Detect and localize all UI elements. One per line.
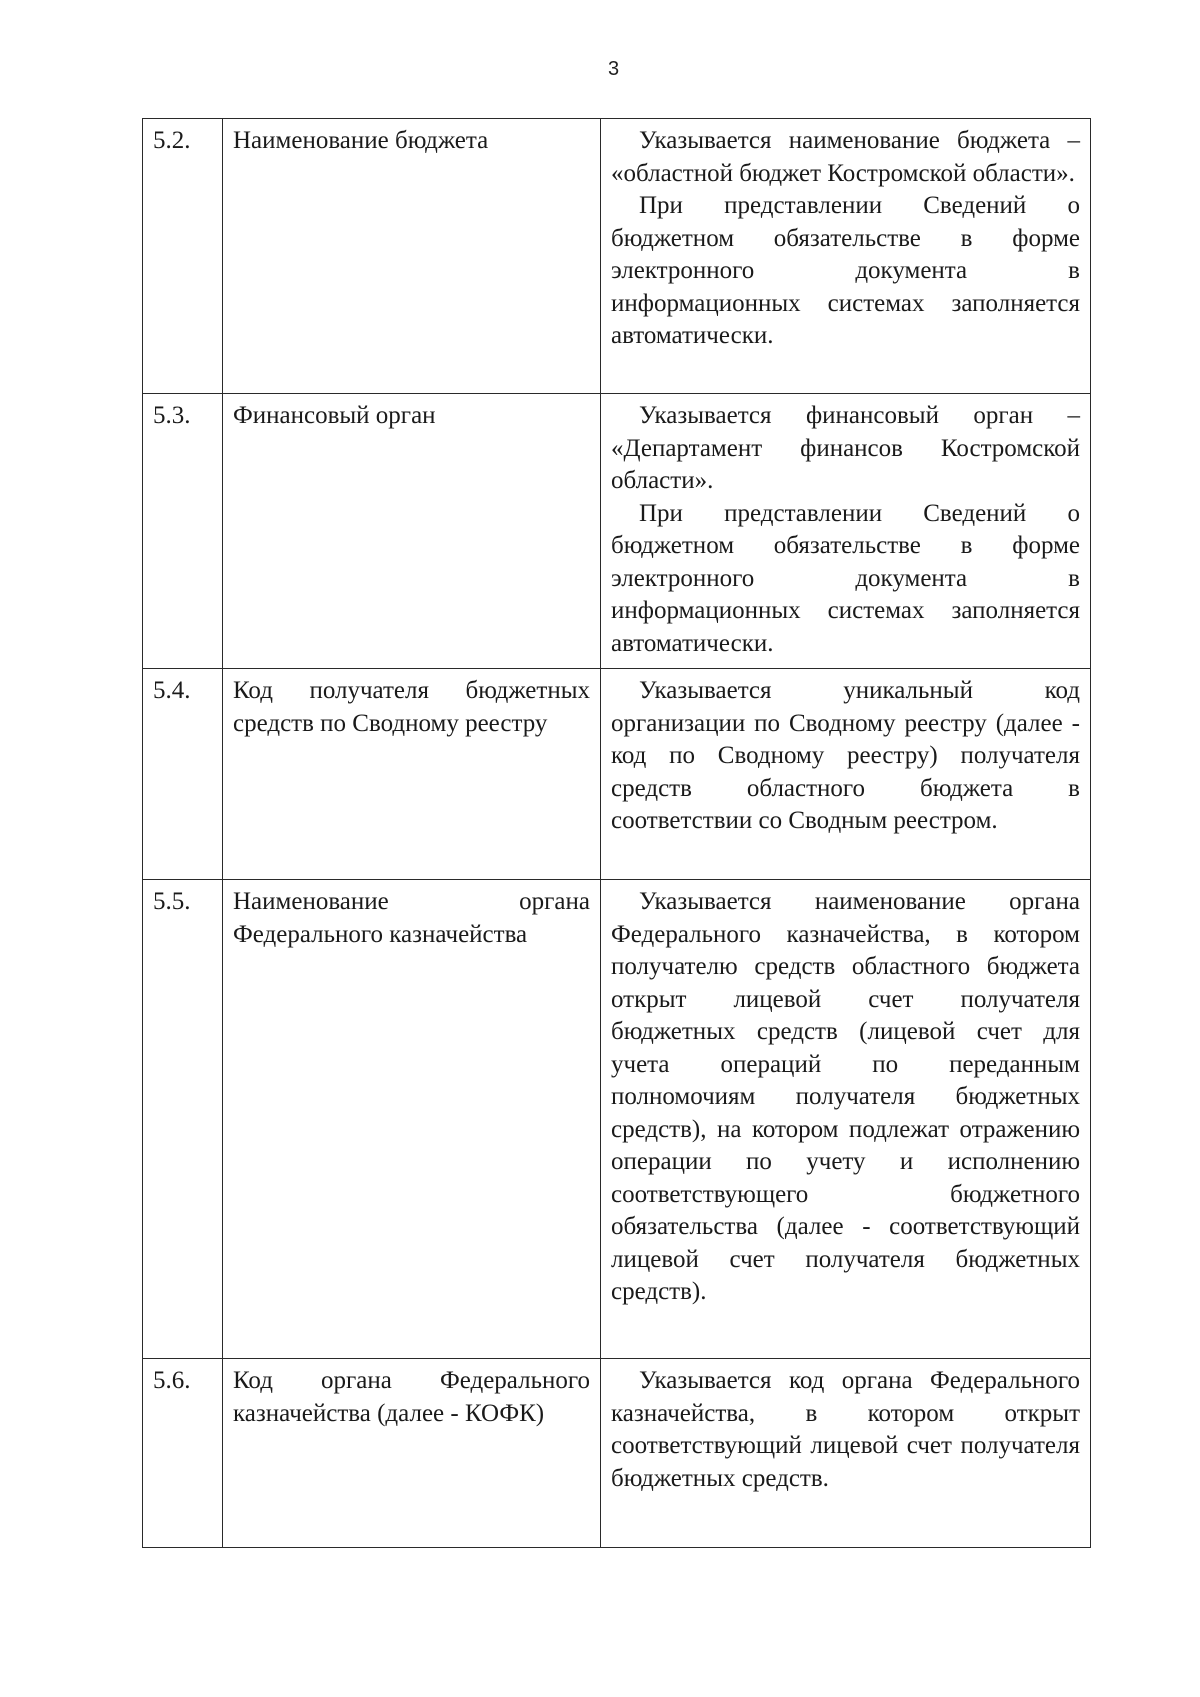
row-number: 5.4. — [143, 669, 223, 880]
field-name: Финансовый орган — [223, 394, 601, 669]
field-description — [601, 394, 1091, 669]
table-row — [143, 394, 1091, 669]
description-paragraph: При представлении Сведений о бюджетном обязательстве в форме электронного документа в информационных системах заполняется автоматически. — [611, 192, 1080, 349]
table-row — [143, 1359, 1091, 1548]
description-paragraph: Указывается наименование бюджета – «областной бюджет Костромской области». — [611, 127, 1080, 187]
requirements-table — [142, 118, 1091, 1548]
field-description — [601, 1359, 1091, 1548]
row-number: 5.3. — [143, 394, 223, 669]
field-description — [601, 669, 1091, 880]
row-number: 5.2. — [143, 119, 223, 394]
description-paragraph: Указывается финансовый орган – «Департамент финансов Костромской области». — [611, 402, 1080, 494]
row-number: 5.5. — [143, 880, 223, 1359]
table-row — [143, 119, 1091, 394]
table-row — [143, 669, 1091, 880]
field-name: Код получателя бюджетных средств по Сводному реестру — [223, 669, 601, 880]
field-name: Код органа Федерального казначейства (далее - КОФК) — [223, 1359, 601, 1548]
field-name: Наименование бюджета — [223, 119, 601, 394]
description-paragraph: При представлении Сведений о бюджетном обязательстве в форме электронного документа в информационных системах заполняется автоматически. — [611, 499, 1080, 657]
page-number: 3 — [608, 58, 620, 80]
description-paragraph: Указывается код органа Федерального казначейства, в котором открыт соответствующий лицевой счет получателя бюджетных средств. — [611, 1367, 1080, 1492]
field-name: Наименование органа Федерального казначейства — [223, 880, 601, 1359]
field-description — [601, 119, 1091, 394]
description-paragraph: Указывается уникальный код организации по Сводному реестру (далее - код по Сводному реестру) получателя средств областного бюджета в соответствии со Сводным реестром. — [611, 677, 1080, 834]
description-paragraph: Указывается наименование органа Федерального казначейства, в котором получателю средств областного бюджета открыт лицевой счет получателя бюджетных средств (лицевой счет для учета операций по переданным полномочиям получателя бюджетных средств), на котором подлежат отражению операции по учету и исполнению соответствующего бюджетного обязательства (далее - соответствующий лицевой счет получателя бюджетных средств). — [611, 888, 1080, 1305]
table-row — [143, 880, 1091, 1359]
row-number: 5.6. — [143, 1359, 223, 1548]
field-description — [601, 880, 1091, 1359]
